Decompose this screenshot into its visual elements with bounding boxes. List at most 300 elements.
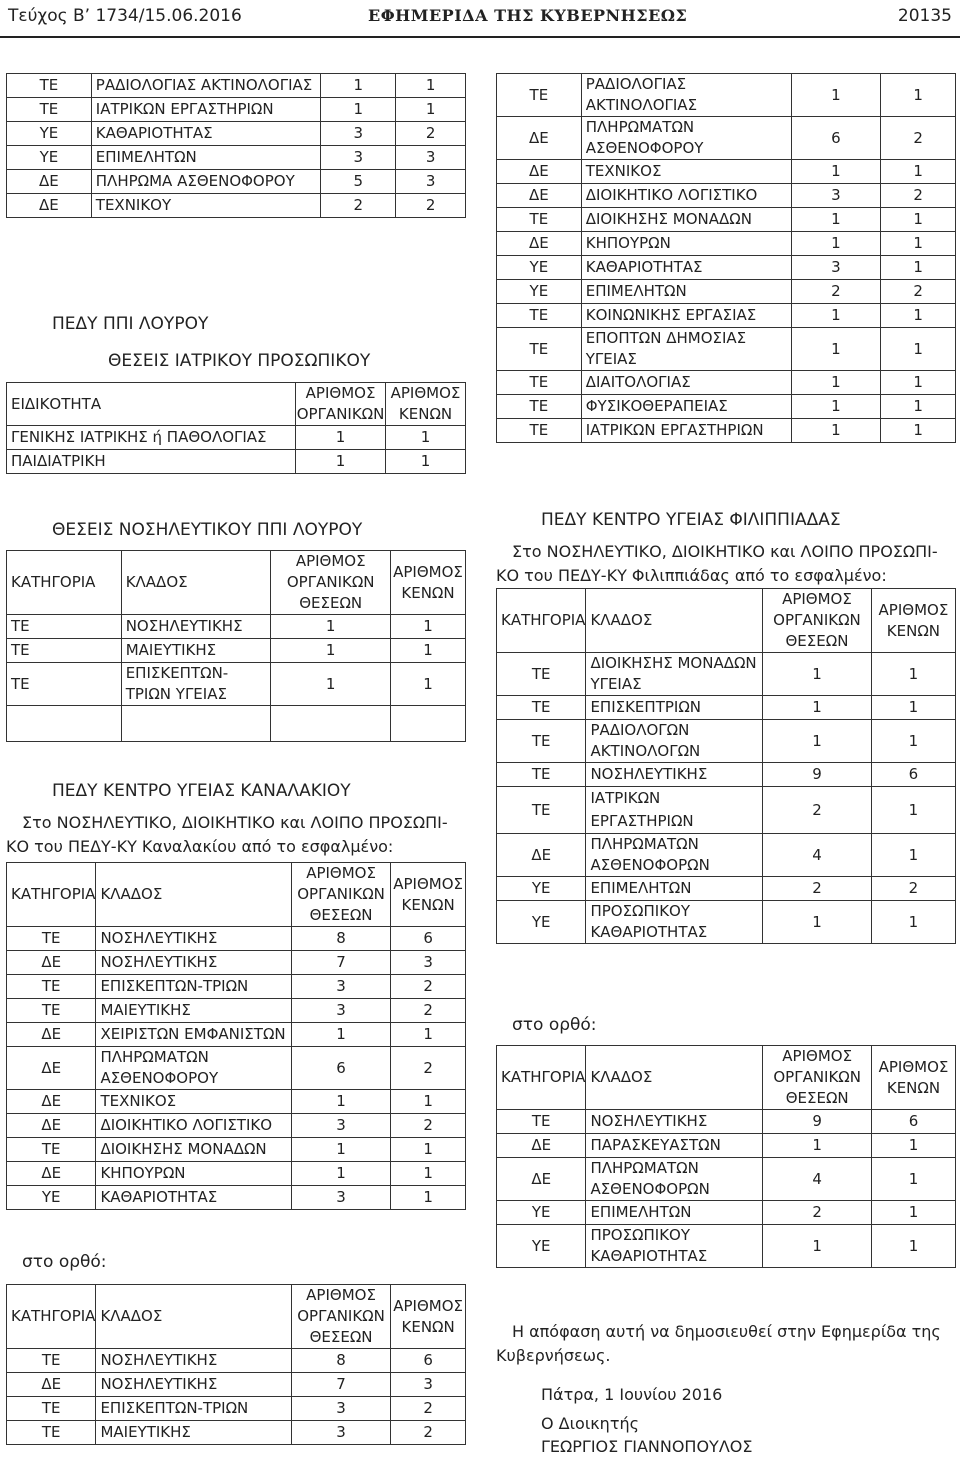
klados-cell: ΤΕΧΝΙΚΟΣ <box>581 160 791 184</box>
cat-cell: ΥΕ <box>497 1201 586 1225</box>
klados-cell: ΠΛΗΡΩΜΑ ΑΣΘΕΝΟΦΟΡΟΥ <box>91 170 321 194</box>
table-header-row <box>7 863 466 927</box>
table-row <box>7 1047 466 1090</box>
klados-cell: ΔΙΟΙΚΗΤΙΚΟ ΛΟΓΙΣΤΙΚΟ <box>96 1114 291 1138</box>
cat-cell: ΔΕ <box>7 1373 96 1397</box>
cat-cell: ΤΕ <box>497 395 582 419</box>
cat-cell: ΔΕ <box>7 170 92 194</box>
cat-cell: ΔΕ <box>497 1158 586 1201</box>
cat-cell: ΤΕ <box>7 999 96 1023</box>
table-row <box>497 1225 956 1268</box>
klados-cell: ΕΠΙΣΚΕΠΤΡΙΩΝ <box>586 696 763 720</box>
place-date: Πάτρα, 1 Ιουνίου 2016 <box>541 1385 723 1404</box>
ken-cell: 2 <box>396 194 466 218</box>
org-cell: 1 <box>763 1134 872 1158</box>
ken-cell: 6 <box>391 1349 466 1373</box>
table-row <box>7 663 466 706</box>
cat-cell: ΤΕ <box>497 419 582 443</box>
table-doctor-positions <box>6 382 466 474</box>
table-kanalaki-wrong <box>6 862 466 1210</box>
cat-cell: ΥΕ <box>7 122 92 146</box>
cat-cell: ΥΕ <box>497 1225 586 1268</box>
ken-cell: 6 <box>391 927 466 951</box>
table-row <box>497 696 956 720</box>
table-row <box>497 280 956 304</box>
table-row <box>497 877 956 901</box>
org-cell: 1 <box>763 901 872 944</box>
col-header-category: ΚΑΤΗΓΟΡΙΑ <box>7 551 122 615</box>
org-cell: 8 <box>291 1349 390 1373</box>
org-cell: 1 <box>763 696 872 720</box>
klados-cell: ΜΑΙΕΥΤΙΚΗΣ <box>121 639 271 663</box>
org-cell: 1 <box>296 426 386 450</box>
klados-cell: ΔΙΑΙΤΟΛΟΓΙΑΣ <box>581 371 791 395</box>
table-header-row <box>7 551 466 615</box>
col-header-klados: ΚΛΑΔΟΣ <box>121 551 271 615</box>
table-row <box>497 395 956 419</box>
org-cell: 3 <box>321 146 396 170</box>
klados-cell: ΝΟΣΗΛΕΥΤΙΚΗΣ <box>96 927 291 951</box>
org-cell: 2 <box>791 280 881 304</box>
klados-cell: ΠΡΟΣΩΠΙΚΟΥ ΚΑΘΑΡΙΟΤΗΤΑΣ <box>586 901 763 944</box>
table-row <box>7 615 466 639</box>
cat-cell: ΤΕ <box>497 371 582 395</box>
ken-cell <box>391 706 466 742</box>
table-row <box>497 328 956 371</box>
table-row <box>497 720 956 763</box>
klados-cell: ΙΑΤΡΙΚΩΝ ΕΡΓΑΣΤΗΡΙΩΝ <box>581 419 791 443</box>
ken-cell: 1 <box>391 1023 466 1047</box>
org-cell: 1 <box>791 74 881 117</box>
col-header-specialty: ΕΙΔΙΚΟΤΗΤΑ <box>7 383 296 426</box>
ken-cell: 2 <box>881 184 956 208</box>
table-row <box>497 1110 956 1134</box>
org-cell: 8 <box>291 927 390 951</box>
cat-cell: ΔΕ <box>7 194 92 218</box>
col-header-org: ΑΡΙΘΜΟΣ ΟΡΓΑΝΙΚΩΝ <box>296 383 386 426</box>
cat-cell: ΤΕ <box>7 1138 96 1162</box>
org-cell: 2 <box>763 877 872 901</box>
col-header-category: ΚΑΤΗΓΟΡΙΑ <box>497 1046 586 1110</box>
ken-cell: 1 <box>871 1134 955 1158</box>
kanalaki-text-line2: ΚΟ του ΠΕΔΥ-ΚΥ Καναλακίου από το εσφαλμένο: <box>6 837 394 856</box>
table-row <box>497 763 956 787</box>
klados-cell: ΠΛΗΡΩΜΑΤΩΝ ΑΣΘΕΝΟΦΟΡΟΥ <box>96 1047 291 1090</box>
klados-cell: ΝΟΣΗΛΕΥΤΙΚΗΣ <box>586 763 763 787</box>
klados-cell: ΚΗΠΟΥΡΩΝ <box>96 1162 291 1186</box>
ken-cell: 1 <box>881 304 956 328</box>
org-cell: 3 <box>321 122 396 146</box>
cat-cell: ΥΕ <box>7 1186 96 1210</box>
ken-cell: 1 <box>881 395 956 419</box>
table-row <box>7 194 466 218</box>
signatory-name: ΓΕΩΡΓΙΟΣ ΓΙΑΝΝΟΠΟΥΛΟΣ <box>541 1437 753 1456</box>
cat-cell: ΔΕ <box>7 1023 96 1047</box>
klados-cell: ΡΑΔΙΟΛΟΓΙΑΣ ΑΚΤΙΝΟΛΟΓΙΑΣ <box>581 74 791 117</box>
ken-cell: 1 <box>871 901 955 944</box>
ken-cell: 1 <box>386 450 466 474</box>
org-cell: 3 <box>291 1114 390 1138</box>
ken-cell: 2 <box>391 1114 466 1138</box>
table-row <box>7 1397 466 1421</box>
ken-cell: 2 <box>391 975 466 999</box>
org-cell: 4 <box>763 1158 872 1201</box>
klados-cell: ΕΠΙΣΚΕΠΤΩΝ-ΤΡΙΩΝ <box>96 975 291 999</box>
col-header-org: ΑΡΙΘΜΟΣ ΟΡΓΑΝΙΚΩΝ ΘΕΣΕΩΝ <box>763 589 872 653</box>
cat-cell: ΤΕ <box>7 98 92 122</box>
cat-cell: ΥΕ <box>497 901 586 944</box>
ken-cell: 1 <box>881 256 956 280</box>
cat-cell: ΔΕ <box>7 1114 96 1138</box>
table-row <box>497 1134 956 1158</box>
col-header-ken: ΑΡΙΘΜΟΣ ΚΕΝΩΝ <box>871 1046 955 1110</box>
org-cell: 1 <box>296 450 386 474</box>
ken-cell: 1 <box>871 787 955 834</box>
cat-cell: ΔΕ <box>497 117 582 160</box>
klados-cell: ΚΑΘΑΡΙΟΤΗΤΑΣ <box>96 1186 291 1210</box>
ken-cell: 1 <box>881 328 956 371</box>
filippiada-text-line1: Στο ΝΟΣΗΛΕΥΤΙΚΟ, ΔΙΟΙΚΗΤΙΚΟ και ΛΟΙΠΟ ΠΡΟΣΩΠΙ- <box>512 542 938 561</box>
table-filippiada-correct <box>496 1045 956 1268</box>
org-cell: 1 <box>791 371 881 395</box>
section-subtitle-doctors: ΘΕΣΕΙΣ ΙΑΤΡΙΚΟΥ ΠΡΟΣΩΠΙΚΟΥ <box>108 351 371 371</box>
ken-cell: 1 <box>396 74 466 98</box>
klados-cell: ΝΟΣΗΛΕΥΤΙΚΗΣ <box>586 1110 763 1134</box>
org-cell: 3 <box>291 1186 390 1210</box>
org-cell: 1 <box>271 663 391 706</box>
ken-cell: 3 <box>396 146 466 170</box>
klados-cell: ΕΠΟΠΤΩΝ ΔΗΜΟΣΙΑΣ ΥΓΕΙΑΣ <box>581 328 791 371</box>
cat-cell: ΤΕ <box>7 927 96 951</box>
cat-cell: ΤΕ <box>497 304 582 328</box>
col-header-klados: ΚΛΑΔΟΣ <box>96 863 291 927</box>
ken-cell: 1 <box>871 653 955 696</box>
klados-cell: ΤΕΧΝΙΚΟΥ <box>91 194 321 218</box>
org-cell: 9 <box>763 763 872 787</box>
closing-text-line2: Κυβερνήσεως. <box>496 1346 611 1365</box>
table-row <box>497 419 956 443</box>
ken-cell: 2 <box>391 1047 466 1090</box>
table-row <box>7 1373 466 1397</box>
cat-cell: ΤΕ <box>497 653 586 696</box>
klados-cell: ΜΑΙΕΥΤΙΚΗΣ <box>96 1421 291 1445</box>
cat-cell: ΤΕ <box>7 975 96 999</box>
klados-cell: ΕΠΙΜΕΛΗΤΩΝ <box>586 877 763 901</box>
table-header-row <box>7 1285 466 1349</box>
table-row <box>7 146 466 170</box>
klados-cell: ΝΟΣΗΛΕΥΤΙΚΗΣ <box>96 951 291 975</box>
section-title-kanalaki: ΠΕΔΥ ΚΕΝΤΡΟ ΥΓΕΙΑΣ ΚΑΝΑΛΑΚΙΟΥ <box>52 781 351 801</box>
col-header-category: ΚΑΤΗΓΟΡΙΑ <box>7 863 96 927</box>
table-row <box>7 426 466 450</box>
header-rule <box>0 36 960 38</box>
table-row <box>7 1138 466 1162</box>
org-cell: 3 <box>791 256 881 280</box>
journal-title: ΕΦΗΜΕΡΙΔΑ ΤΗΣ ΚΥΒΕΡΝΗΣΕΩΣ <box>368 6 688 25</box>
table-row <box>497 74 956 117</box>
org-cell: 1 <box>791 419 881 443</box>
cat-cell: ΔΕ <box>497 834 586 877</box>
org-cell: 2 <box>321 194 396 218</box>
table-row <box>497 208 956 232</box>
cat-cell: ΤΕ <box>7 74 92 98</box>
ken-cell: 1 <box>881 371 956 395</box>
cat-cell <box>7 706 122 742</box>
kanalaki-text-line1: Στο ΝΟΣΗΛΕΥΤΙΚΟ, ΔΙΟΙΚΗΤΙΚΟ και ΛΟΙΠΟ ΠΡΟΣΩΠΙ- <box>22 813 448 832</box>
org-cell: 2 <box>763 1201 872 1225</box>
cat-cell: ΤΕ <box>7 639 122 663</box>
ken-cell: 1 <box>391 1162 466 1186</box>
cat-cell: ΔΕ <box>497 232 582 256</box>
col-header-klados: ΚΛΑΔΟΣ <box>96 1285 291 1349</box>
ken-cell: 1 <box>871 1225 955 1268</box>
ken-cell: 2 <box>881 280 956 304</box>
cat-cell: ΔΕ <box>497 1134 586 1158</box>
table-kanalaki-correct <box>6 1284 466 1445</box>
col-header-ken: ΑΡΙΘΜΟΣ ΚΕΝΩΝ <box>386 383 466 426</box>
table-row <box>497 1201 956 1225</box>
klados-cell: ΡΑΔΙΟΛΟΓΩΝ ΑΚΤΙΝΟΛΟΓΩΝ <box>586 720 763 763</box>
table-row <box>7 122 466 146</box>
ken-cell: 6 <box>871 1110 955 1134</box>
table-row <box>497 232 956 256</box>
org-cell: 3 <box>291 999 390 1023</box>
cat-cell: ΤΕ <box>497 74 582 117</box>
ken-cell: 1 <box>881 208 956 232</box>
klados-cell: ΕΠΙΜΕΛΗΤΩΝ <box>91 146 321 170</box>
ken-cell: 1 <box>871 1158 955 1201</box>
org-cell <box>271 706 391 742</box>
klados-cell: ΔΙΟΙΚΗΤΙΚΟ ΛΟΓΙΣΤΙΚΟ <box>581 184 791 208</box>
klados-cell: ΡΑΔΙΟΛΟΓΙΑΣ ΑΚΤΙΝΟΛΟΓΙΑΣ <box>91 74 321 98</box>
org-cell: 2 <box>763 787 872 834</box>
klados-cell: ΚΑΘΑΡΙΟΤΗΤΑΣ <box>581 256 791 280</box>
cat-cell: ΥΕ <box>497 877 586 901</box>
klados-cell: ΕΠΙΣΚΕΠΤΩΝ-ΤΡΙΩΝ ΥΓΕΙΑΣ <box>121 663 271 706</box>
klados-cell: ΙΑΤΡΙΚΩΝ ΕΡΓΑΣΤΗΡΙΩΝ <box>91 98 321 122</box>
org-cell: 1 <box>791 395 881 419</box>
col-header-ken: ΑΡΙΘΜΟΣ ΚΕΝΩΝ <box>391 551 466 615</box>
issue-number: Τεύχος Β’ 1734/15.06.2016 <box>8 6 242 26</box>
table-row <box>497 117 956 160</box>
ken-cell: 1 <box>391 1090 466 1114</box>
signatory-role: Ο Διοικητής <box>541 1414 639 1433</box>
section-title-filippiada: ΠΕΔΥ ΚΕΝΤΡΟ ΥΓΕΙΑΣ ΦΙΛΙΠΠΙΑΔΑΣ <box>541 510 841 530</box>
klados-cell: ΠΛΗΡΩΜΑΤΩΝ ΑΣΘΕΝΟΦΟΡΟΥ <box>581 117 791 160</box>
table-row <box>497 160 956 184</box>
klados-cell: ΧΕΙΡΙΣΤΩΝ ΕΜΦΑΝΙΣΤΩΝ <box>96 1023 291 1047</box>
specialty-cell: ΠΑΙΔΙΑΤΡΙΚΗ <box>7 450 296 474</box>
org-cell: 1 <box>791 208 881 232</box>
ken-cell: 1 <box>386 426 466 450</box>
table-row <box>497 653 956 696</box>
org-cell: 1 <box>791 232 881 256</box>
col-header-org: ΑΡΙΘΜΟΣ ΟΡΓΑΝΙΚΩΝ ΘΕΣΕΩΝ <box>291 863 390 927</box>
cat-cell: ΤΕ <box>497 1110 586 1134</box>
table-header-row <box>497 589 956 653</box>
org-cell: 1 <box>763 653 872 696</box>
klados-cell: ΠΑΡΑΣΚΕΥΑΣΤΩΝ <box>586 1134 763 1158</box>
klados-cell: ΔΙΟΙΚΗΣΗΣ ΜΟΝΑΔΩΝ <box>96 1138 291 1162</box>
cat-cell: ΤΕ <box>7 615 122 639</box>
org-cell: 6 <box>791 117 881 160</box>
klados-cell: ΦΥΣΙΚΟΘΕΡΑΠΕΙΑΣ <box>581 395 791 419</box>
ken-cell: 2 <box>391 1397 466 1421</box>
col-header-category: ΚΑΤΗΓΟΡΙΑ <box>497 589 586 653</box>
klados-cell: ΚΗΠΟΥΡΩΝ <box>581 232 791 256</box>
ken-cell: 6 <box>871 763 955 787</box>
cat-cell: ΔΕ <box>497 184 582 208</box>
ken-cell: 1 <box>391 1138 466 1162</box>
cat-cell: ΔΕ <box>7 1162 96 1186</box>
ken-cell: 1 <box>881 419 956 443</box>
klados-cell: ΕΠΙΜΕΛΗΤΩΝ <box>586 1201 763 1225</box>
col-header-org: ΑΡΙΘΜΟΣ ΟΡΓΑΝΙΚΩΝ ΘΕΣΕΩΝ <box>291 1285 390 1349</box>
filippiada-text-line2: ΚΟ του ΠΕΔΥ-ΚΥ Φιλιππιάδας από το εσφαλμένο: <box>496 566 887 585</box>
org-cell: 5 <box>321 170 396 194</box>
org-cell: 1 <box>791 304 881 328</box>
ken-cell: 2 <box>881 117 956 160</box>
org-cell: 3 <box>791 184 881 208</box>
org-cell: 3 <box>291 975 390 999</box>
ken-cell: 2 <box>391 1421 466 1445</box>
page-number: 20135 <box>897 6 952 26</box>
klados-cell: ΤΕΧΝΙΚΟΣ <box>96 1090 291 1114</box>
table-row <box>7 1349 466 1373</box>
org-cell: 1 <box>791 160 881 184</box>
org-cell: 9 <box>763 1110 872 1134</box>
cat-cell: ΤΕ <box>7 1421 96 1445</box>
table-kanalaki-correct-cont <box>496 73 956 443</box>
ken-cell: 1 <box>881 232 956 256</box>
klados-cell: ΝΟΣΗΛΕΥΤΙΚΗΣ <box>96 1349 291 1373</box>
cat-cell: ΤΕ <box>7 1397 96 1421</box>
table-row <box>497 1158 956 1201</box>
cat-cell: ΤΕ <box>497 720 586 763</box>
klados-cell: ΚΟΙΝΩΝΙΚΗΣ ΕΡΓΑΣΙΑΣ <box>581 304 791 328</box>
table-row-empty <box>7 706 466 742</box>
ken-cell: 1 <box>881 74 956 117</box>
org-cell: 3 <box>291 1397 390 1421</box>
klados-cell: ΠΡΟΣΩΠΙΚΟΥ ΚΑΘΑΡΙΟΤΗΤΑΣ <box>586 1225 763 1268</box>
col-header-org: ΑΡΙΘΜΟΣ ΟΡΓΑΝΙΚΩΝ ΘΕΣΕΩΝ <box>763 1046 872 1110</box>
cat-cell: ΥΕ <box>497 280 582 304</box>
table-row <box>497 834 956 877</box>
klados-cell: ΝΟΣΗΛΕΥΤΙΚΗΣ <box>121 615 271 639</box>
col-header-org: ΑΡΙΘΜΟΣ ΟΡΓΑΝΙΚΩΝ ΘΕΣΕΩΝ <box>271 551 391 615</box>
org-cell: 1 <box>321 74 396 98</box>
klados-cell: ΔΙΟΙΚΗΣΗΣ ΜΟΝΑΔΩΝ <box>581 208 791 232</box>
org-cell: 7 <box>291 951 390 975</box>
table-row <box>7 1023 466 1047</box>
table-row <box>7 170 466 194</box>
cat-cell: ΥΕ <box>497 256 582 280</box>
col-header-ken: ΑΡΙΘΜΟΣ ΚΕΝΩΝ <box>391 1285 466 1349</box>
section-title-louros: ΠΕΔΥ ΠΠΙ ΛΟΥΡΟΥ <box>52 314 209 334</box>
table-row <box>7 999 466 1023</box>
col-header-klados: ΚΛΑΔΟΣ <box>586 1046 763 1110</box>
cat-cell: ΥΕ <box>7 146 92 170</box>
table-row <box>7 450 466 474</box>
ken-cell: 1 <box>391 663 466 706</box>
cat-cell: ΤΕ <box>7 663 122 706</box>
table-header-row <box>7 383 466 426</box>
klados-cell: ΜΑΙΕΥΤΙΚΗΣ <box>96 999 291 1023</box>
table-row <box>497 901 956 944</box>
org-cell: 1 <box>291 1138 390 1162</box>
cat-cell: ΤΕ <box>7 1349 96 1373</box>
org-cell: 1 <box>291 1090 390 1114</box>
ken-cell: 2 <box>871 877 955 901</box>
correct-label-kanalaki: στο ορθό: <box>22 1252 107 1272</box>
cat-cell: ΔΕ <box>7 951 96 975</box>
ken-cell: 1 <box>391 639 466 663</box>
klados-cell: ΕΠΙΣΚΕΠΤΩΝ-ΤΡΙΩΝ <box>96 1397 291 1421</box>
cat-cell: ΤΕ <box>497 696 586 720</box>
specialty-cell: ΓΕΝΙΚΗΣ ΙΑΤΡΙΚΗΣ ή ΠΑΘΟΛΟΓΙΑΣ <box>7 426 296 450</box>
table-louros-staff-part <box>6 73 466 218</box>
table-row <box>7 927 466 951</box>
table-row <box>7 74 466 98</box>
table-nursing-louros <box>6 550 466 742</box>
table-row <box>7 951 466 975</box>
cat-cell: ΤΕ <box>497 208 582 232</box>
org-cell: 1 <box>271 639 391 663</box>
org-cell: 1 <box>763 1225 872 1268</box>
org-cell: 3 <box>291 1421 390 1445</box>
org-cell: 1 <box>291 1023 390 1047</box>
table-row <box>497 256 956 280</box>
table-row <box>7 1114 466 1138</box>
table-row <box>7 1421 466 1445</box>
table-row <box>497 787 956 834</box>
klados-cell: ΠΛΗΡΩΜΑΤΩΝ ΑΣΘΕΝΟΦΟΡΩΝ <box>586 834 763 877</box>
org-cell: 1 <box>271 615 391 639</box>
klados-cell <box>121 706 271 742</box>
org-cell: 1 <box>763 720 872 763</box>
table-row <box>497 184 956 208</box>
table-row <box>497 304 956 328</box>
org-cell: 4 <box>763 834 872 877</box>
cat-cell: ΔΕ <box>7 1047 96 1090</box>
ken-cell: 3 <box>391 1373 466 1397</box>
table-header-row <box>497 1046 956 1110</box>
ken-cell: 1 <box>871 720 955 763</box>
cat-cell: ΤΕ <box>497 763 586 787</box>
ken-cell: 2 <box>396 122 466 146</box>
klados-cell: ΙΑΤΡΙΚΩΝ ΕΡΓΑΣΤΗΡΙΩΝ <box>586 787 763 834</box>
section-title-nursing: ΘΕΣΕΙΣ ΝΟΣΗΛΕΥΤΙΚΟΥ ΠΠΙ ΛΟΥΡΟΥ <box>52 520 363 540</box>
closing-text-line1: Η απόφαση αυτή να δημοσιευθεί στην Εφημερίδα της <box>512 1322 941 1341</box>
ken-cell: 1 <box>396 98 466 122</box>
ken-cell: 1 <box>881 160 956 184</box>
cat-cell: ΔΕ <box>497 160 582 184</box>
org-cell: 7 <box>291 1373 390 1397</box>
col-header-ken: ΑΡΙΘΜΟΣ ΚΕΝΩΝ <box>391 863 466 927</box>
klados-cell: ΕΠΙΜΕΛΗΤΩΝ <box>581 280 791 304</box>
ken-cell: 1 <box>871 696 955 720</box>
table-row <box>7 1186 466 1210</box>
org-cell: 1 <box>291 1162 390 1186</box>
klados-cell: ΠΛΗΡΩΜΑΤΩΝ ΑΣΘΕΝΟΦΟΡΩΝ <box>586 1158 763 1201</box>
ken-cell: 2 <box>391 999 466 1023</box>
col-header-category: ΚΑΤΗΓΟΡΙΑ <box>7 1285 96 1349</box>
klados-cell: ΝΟΣΗΛΕΥΤΙΚΗΣ <box>96 1373 291 1397</box>
table-row <box>7 639 466 663</box>
table-filippiada-wrong <box>496 588 956 944</box>
org-cell: 1 <box>321 98 396 122</box>
table-row <box>7 1090 466 1114</box>
